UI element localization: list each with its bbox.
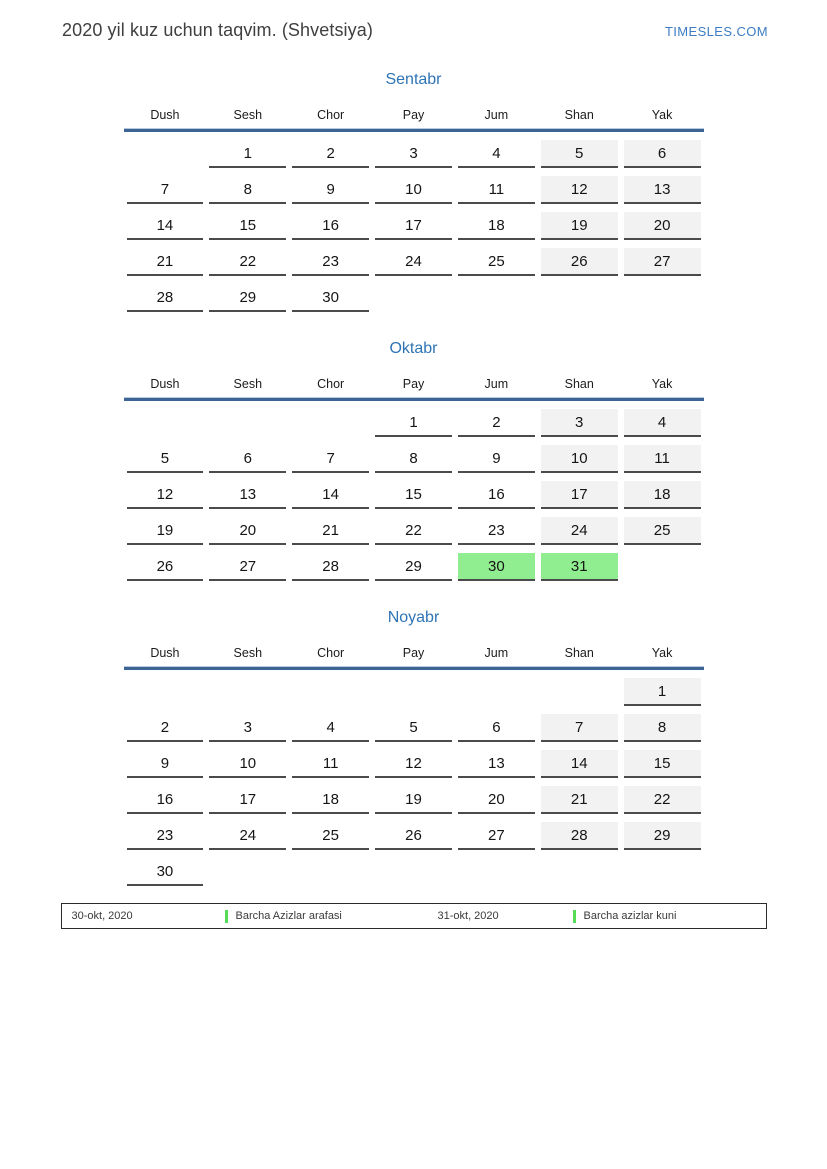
day-number: 30 [292, 284, 369, 312]
day-number: 10 [541, 445, 618, 473]
day-number [209, 409, 286, 437]
day-number: 8 [209, 176, 286, 204]
week-row [124, 168, 704, 204]
day-cell [621, 706, 704, 742]
day-cell [455, 706, 538, 742]
day-number: 15 [375, 481, 452, 509]
day-number [458, 858, 535, 886]
legend-item [573, 910, 766, 923]
day-cell [455, 778, 538, 814]
legend-swatch-icon [225, 910, 228, 923]
empty-cell [538, 276, 621, 312]
empty-cell [206, 401, 289, 437]
day-cell [372, 401, 455, 437]
day-number: 13 [458, 750, 535, 778]
weekday-label: Dush [150, 108, 180, 122]
day-cell [289, 437, 372, 473]
day-number: 26 [375, 822, 452, 850]
empty-cell [538, 850, 621, 886]
day-number: 20 [624, 212, 701, 240]
day-cell [372, 437, 455, 473]
day-cell [455, 814, 538, 850]
week-row [124, 670, 704, 706]
day-number: 3 [541, 409, 618, 437]
day-number: 1 [375, 409, 452, 437]
weekday-label: Jum [484, 108, 509, 122]
day-number [375, 284, 452, 312]
day-number: 15 [209, 212, 286, 240]
week-row [124, 240, 704, 276]
day-cell [538, 240, 621, 276]
weekday-label: Jum [484, 646, 509, 660]
day-number: 8 [375, 445, 452, 473]
empty-cell [621, 276, 704, 312]
day-cell [206, 778, 289, 814]
day-cell [455, 742, 538, 778]
week-row [124, 742, 704, 778]
calendar-months [124, 69, 704, 886]
day-number [127, 678, 204, 706]
day-number: 8 [624, 714, 701, 742]
day-number: 4 [624, 409, 701, 437]
day-number: 28 [127, 284, 204, 312]
week-row [124, 276, 704, 312]
day-cell [124, 850, 207, 886]
empty-cell [289, 401, 372, 437]
day-number: 27 [624, 248, 701, 276]
day-number: 1 [209, 140, 286, 168]
day-number: 27 [458, 822, 535, 850]
month-title: Sentabr [385, 71, 442, 88]
day-number: 9 [292, 176, 369, 204]
day-cell [206, 204, 289, 240]
weekday-label: Yak [651, 646, 673, 660]
weekday-label: Pay [402, 646, 425, 660]
day-number: 14 [541, 750, 618, 778]
day-number [127, 140, 204, 168]
day-cell [289, 276, 372, 312]
day-cell [206, 276, 289, 312]
week-row [124, 706, 704, 742]
weekday-header [124, 645, 704, 662]
empty-cell [289, 850, 372, 886]
day-cell [206, 473, 289, 509]
day-number: 13 [624, 176, 701, 204]
legend-swatch-icon [573, 910, 576, 923]
day-number [292, 678, 369, 706]
day-number: 29 [624, 822, 701, 850]
day-number: 3 [375, 140, 452, 168]
day-cell [206, 509, 289, 545]
day-number: 24 [209, 822, 286, 850]
day-number: 2 [458, 409, 535, 437]
day-number: 5 [375, 714, 452, 742]
empty-cell [206, 850, 289, 886]
day-cell [621, 473, 704, 509]
day-cell [289, 204, 372, 240]
day-number [375, 858, 452, 886]
day-cell [124, 204, 207, 240]
day-number: 6 [458, 714, 535, 742]
day-number: 11 [624, 445, 701, 473]
weekday-label: Pay [402, 108, 425, 122]
weekday-label: Shan [564, 646, 594, 660]
day-cell [124, 240, 207, 276]
day-number [375, 678, 452, 706]
day-number: 22 [375, 517, 452, 545]
day-number: 2 [292, 140, 369, 168]
month-title: Noyabr [387, 609, 440, 626]
day-number [624, 284, 701, 312]
month-section [124, 338, 704, 581]
day-number [292, 409, 369, 437]
day-number: 31 [541, 553, 618, 581]
day-number: 7 [541, 714, 618, 742]
day-cell [206, 240, 289, 276]
day-cell [621, 204, 704, 240]
day-number: 25 [458, 248, 535, 276]
day-number: 12 [541, 176, 618, 204]
day-number [541, 284, 618, 312]
day-number: 9 [127, 750, 204, 778]
day-number: 14 [292, 481, 369, 509]
day-number [127, 409, 204, 437]
day-number [624, 553, 701, 581]
day-cell [455, 473, 538, 509]
day-cell [289, 168, 372, 204]
day-cell [621, 168, 704, 204]
day-cell [538, 706, 621, 742]
day-cell [289, 240, 372, 276]
empty-cell [206, 670, 289, 706]
day-cell [124, 437, 207, 473]
day-number: 20 [209, 517, 286, 545]
week-row [124, 204, 704, 240]
week-row [124, 437, 704, 473]
day-cell [455, 132, 538, 168]
weekday-label: Dush [150, 646, 180, 660]
day-number: 24 [541, 517, 618, 545]
day-number: 6 [209, 445, 286, 473]
day-number: 18 [292, 786, 369, 814]
day-number: 1 [624, 678, 701, 706]
empty-cell [621, 850, 704, 886]
day-number: 16 [458, 481, 535, 509]
day-cell [124, 545, 207, 581]
day-cell [372, 706, 455, 742]
day-number: 25 [624, 517, 701, 545]
day-number [209, 678, 286, 706]
legend-label: Barcha azizlar kuni [583, 910, 677, 922]
day-number: 21 [292, 517, 369, 545]
day-cell [455, 401, 538, 437]
week-row [124, 473, 704, 509]
day-cell [538, 473, 621, 509]
empty-cell [124, 670, 207, 706]
day-cell [455, 437, 538, 473]
day-number [458, 678, 535, 706]
day-cell [206, 168, 289, 204]
empty-cell [455, 670, 538, 706]
day-cell [538, 814, 621, 850]
day-number: 12 [375, 750, 452, 778]
day-number [209, 858, 286, 886]
page-header [0, 0, 827, 41]
day-cell [289, 132, 372, 168]
month-title: Oktabr [389, 340, 438, 357]
weekday-label: Sesh [233, 108, 263, 122]
weekday-label: Shan [564, 377, 594, 391]
day-number: 2 [127, 714, 204, 742]
day-number: 26 [127, 553, 204, 581]
day-number: 6 [624, 140, 701, 168]
day-cell [455, 240, 538, 276]
weekday-label: Yak [651, 377, 673, 391]
day-cell [621, 132, 704, 168]
empty-cell [372, 670, 455, 706]
legend-item [225, 910, 428, 923]
weekday-label: Chor [317, 646, 345, 660]
day-number: 27 [209, 553, 286, 581]
legend-date: 31-okt, 2020 [437, 910, 499, 922]
week-row [124, 401, 704, 437]
day-cell [206, 545, 289, 581]
day-cell [124, 778, 207, 814]
weekday-label: Yak [651, 108, 673, 122]
day-cell [455, 204, 538, 240]
day-number: 20 [458, 786, 535, 814]
day-cell [621, 509, 704, 545]
weekday-label: Shan [564, 108, 594, 122]
day-number: 19 [375, 786, 452, 814]
day-number [541, 678, 618, 706]
day-cell [455, 168, 538, 204]
empty-cell [621, 545, 704, 581]
day-number: 9 [458, 445, 535, 473]
day-cell [621, 401, 704, 437]
day-cell [372, 778, 455, 814]
empty-cell [372, 276, 455, 312]
day-cell [289, 814, 372, 850]
day-cell [621, 778, 704, 814]
empty-cell [372, 850, 455, 886]
day-cell [538, 132, 621, 168]
weekday-label: Dush [150, 377, 180, 391]
day-number: 11 [458, 176, 535, 204]
empty-cell [124, 401, 207, 437]
day-number: 17 [375, 212, 452, 240]
day-cell [538, 204, 621, 240]
day-cell [124, 706, 207, 742]
day-cell [289, 742, 372, 778]
day-number: 23 [292, 248, 369, 276]
day-cell [372, 473, 455, 509]
legend-label: Barcha Azizlar arafasi [235, 910, 342, 922]
day-number: 25 [292, 822, 369, 850]
day-cell [538, 509, 621, 545]
day-number: 4 [292, 714, 369, 742]
weekday-header [124, 376, 704, 393]
day-cell [538, 778, 621, 814]
empty-cell [455, 276, 538, 312]
day-number: 12 [127, 481, 204, 509]
legend-box [61, 903, 767, 929]
day-number: 18 [458, 212, 535, 240]
day-cell [538, 437, 621, 473]
day-number [624, 858, 701, 886]
day-cell [538, 168, 621, 204]
day-number: 14 [127, 212, 204, 240]
day-cell [289, 509, 372, 545]
day-cell [206, 132, 289, 168]
day-cell [372, 509, 455, 545]
week-row [124, 814, 704, 850]
day-number: 18 [624, 481, 701, 509]
day-number [458, 284, 535, 312]
day-cell [538, 742, 621, 778]
empty-cell [289, 670, 372, 706]
day-cell [289, 778, 372, 814]
day-cell [372, 240, 455, 276]
weekday-label: Sesh [233, 377, 263, 391]
day-cell [206, 814, 289, 850]
day-number: 30 [458, 553, 535, 581]
day-number [541, 858, 618, 886]
day-number: 16 [292, 212, 369, 240]
day-number: 11 [292, 750, 369, 778]
day-number: 26 [541, 248, 618, 276]
week-row [124, 132, 704, 168]
day-number: 17 [209, 786, 286, 814]
day-number: 21 [541, 786, 618, 814]
day-cell [124, 814, 207, 850]
day-number: 10 [209, 750, 286, 778]
day-number: 29 [375, 553, 452, 581]
day-number: 30 [127, 858, 204, 886]
weekday-header [124, 107, 704, 124]
day-number: 13 [209, 481, 286, 509]
day-cell [124, 276, 207, 312]
day-number: 24 [375, 248, 452, 276]
week-row [124, 545, 704, 581]
day-number: 5 [127, 445, 204, 473]
day-number: 17 [541, 481, 618, 509]
day-number: 7 [127, 176, 204, 204]
day-cell [538, 545, 621, 581]
day-number: 10 [375, 176, 452, 204]
week-row [124, 509, 704, 545]
week-row [124, 850, 704, 886]
empty-cell [124, 132, 207, 168]
day-cell [621, 437, 704, 473]
day-cell [124, 168, 207, 204]
day-number: 4 [458, 140, 535, 168]
day-cell [124, 473, 207, 509]
weekday-label: Jum [484, 377, 509, 391]
day-cell [621, 814, 704, 850]
day-number: 22 [209, 248, 286, 276]
day-number: 28 [292, 553, 369, 581]
day-cell [289, 706, 372, 742]
weekday-label: Chor [317, 377, 345, 391]
month-section [124, 69, 704, 312]
day-number: 28 [541, 822, 618, 850]
day-cell [455, 509, 538, 545]
day-number: 5 [541, 140, 618, 168]
day-cell [206, 742, 289, 778]
site-link[interactable]: TIMESLES.COM [664, 24, 768, 39]
page-title: 2020 yil kuz uchun taqvim. (Shvetsiya) [62, 20, 373, 40]
day-number: 19 [541, 212, 618, 240]
day-cell [124, 742, 207, 778]
day-cell [372, 545, 455, 581]
day-number: 7 [292, 445, 369, 473]
legend-date: 30-okt, 2020 [71, 910, 133, 922]
day-cell [538, 401, 621, 437]
month-section [124, 607, 704, 886]
day-cell [289, 473, 372, 509]
day-cell [206, 437, 289, 473]
day-cell [621, 240, 704, 276]
day-cell [372, 132, 455, 168]
day-number: 21 [127, 248, 204, 276]
day-number: 22 [624, 786, 701, 814]
day-cell [621, 742, 704, 778]
day-cell [372, 204, 455, 240]
day-cell [621, 670, 704, 706]
day-cell [372, 814, 455, 850]
weekday-label: Sesh [233, 646, 263, 660]
day-cell [372, 168, 455, 204]
weekday-label: Chor [317, 108, 345, 122]
day-number: 29 [209, 284, 286, 312]
day-number: 16 [127, 786, 204, 814]
day-number: 19 [127, 517, 204, 545]
day-cell [372, 742, 455, 778]
day-cell [289, 545, 372, 581]
day-number: 3 [209, 714, 286, 742]
weekday-label: Pay [402, 377, 425, 391]
week-row [124, 778, 704, 814]
empty-cell [455, 850, 538, 886]
day-number: 23 [127, 822, 204, 850]
day-number: 15 [624, 750, 701, 778]
day-cell [206, 706, 289, 742]
day-number: 23 [458, 517, 535, 545]
day-cell [455, 545, 538, 581]
day-number [292, 858, 369, 886]
empty-cell [538, 670, 621, 706]
day-cell [124, 509, 207, 545]
